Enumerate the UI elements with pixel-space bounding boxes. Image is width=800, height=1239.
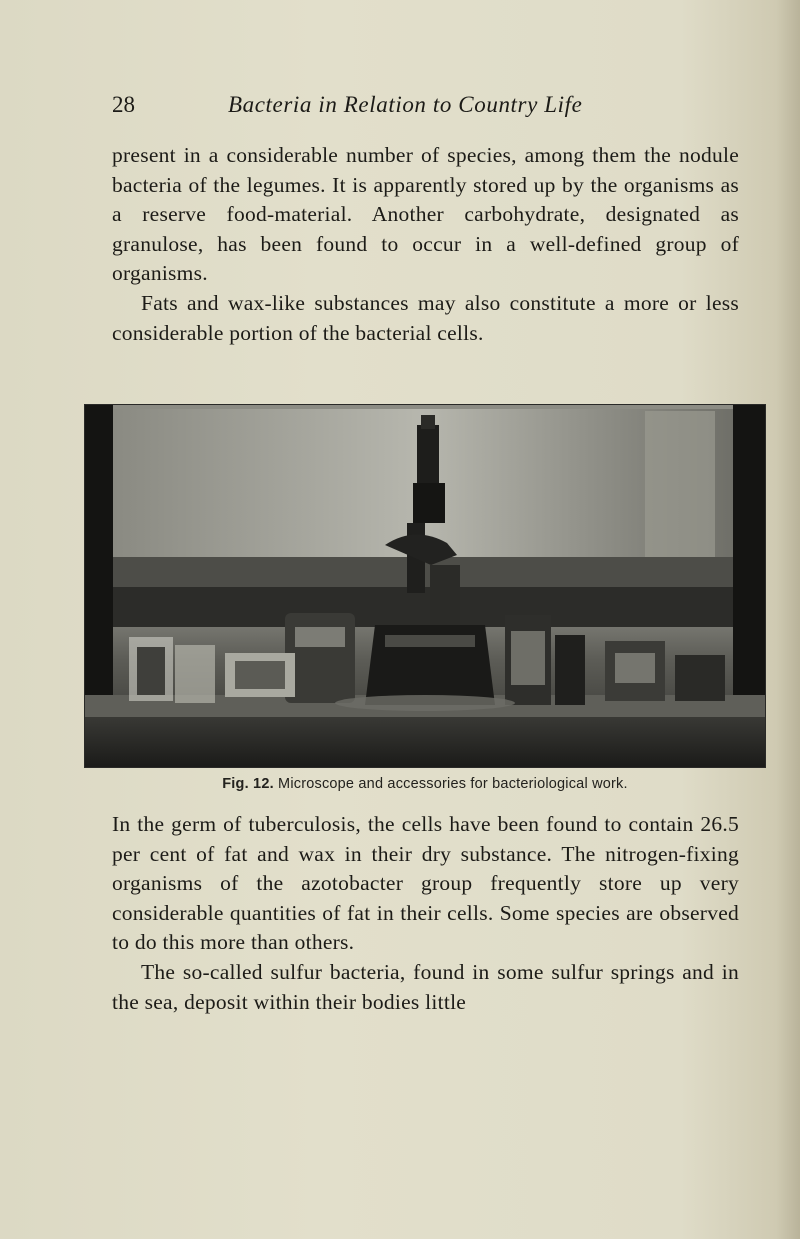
running-head xyxy=(112,92,672,122)
body-text-bottom xyxy=(112,810,739,1017)
figure-photo-microscope xyxy=(84,404,766,768)
paragraph: present in a considerable number of species, among them the nodule bacteria of the legumes. It is apparently stored up by the organisms as a reserve food-material. Another carbohydrate, designated as granulose, has been found to occur in a well-defined group of organisms. xyxy=(112,143,739,286)
figure-label: Fig. 12. xyxy=(222,776,274,792)
paragraph: Fats and wax-like substances may also constitute a more or less considerable portion of the bacterial cells. xyxy=(112,290,739,345)
running-title: Bacteria in Relation to Country Life xyxy=(228,92,583,117)
figure-caption-text: Microscope and accessories for bacteriological work. xyxy=(278,776,628,792)
page-number: 28 xyxy=(112,92,135,117)
paragraph: The so-called sulfur bacteria, found in some sulfur springs and in the sea, deposit within their bodies little xyxy=(112,959,739,1014)
paragraph: In the germ of tuberculosis, the cells have been found to contain 26.5 per cent of fat and wax in their dry substance. The nitrogen-fixing organisms of the azotobacter group frequently store up very considerable quantities of fat in their cells. Some species are observed to do this more than others. xyxy=(112,812,739,955)
body-text-top xyxy=(112,141,739,348)
figure-caption xyxy=(84,776,766,792)
